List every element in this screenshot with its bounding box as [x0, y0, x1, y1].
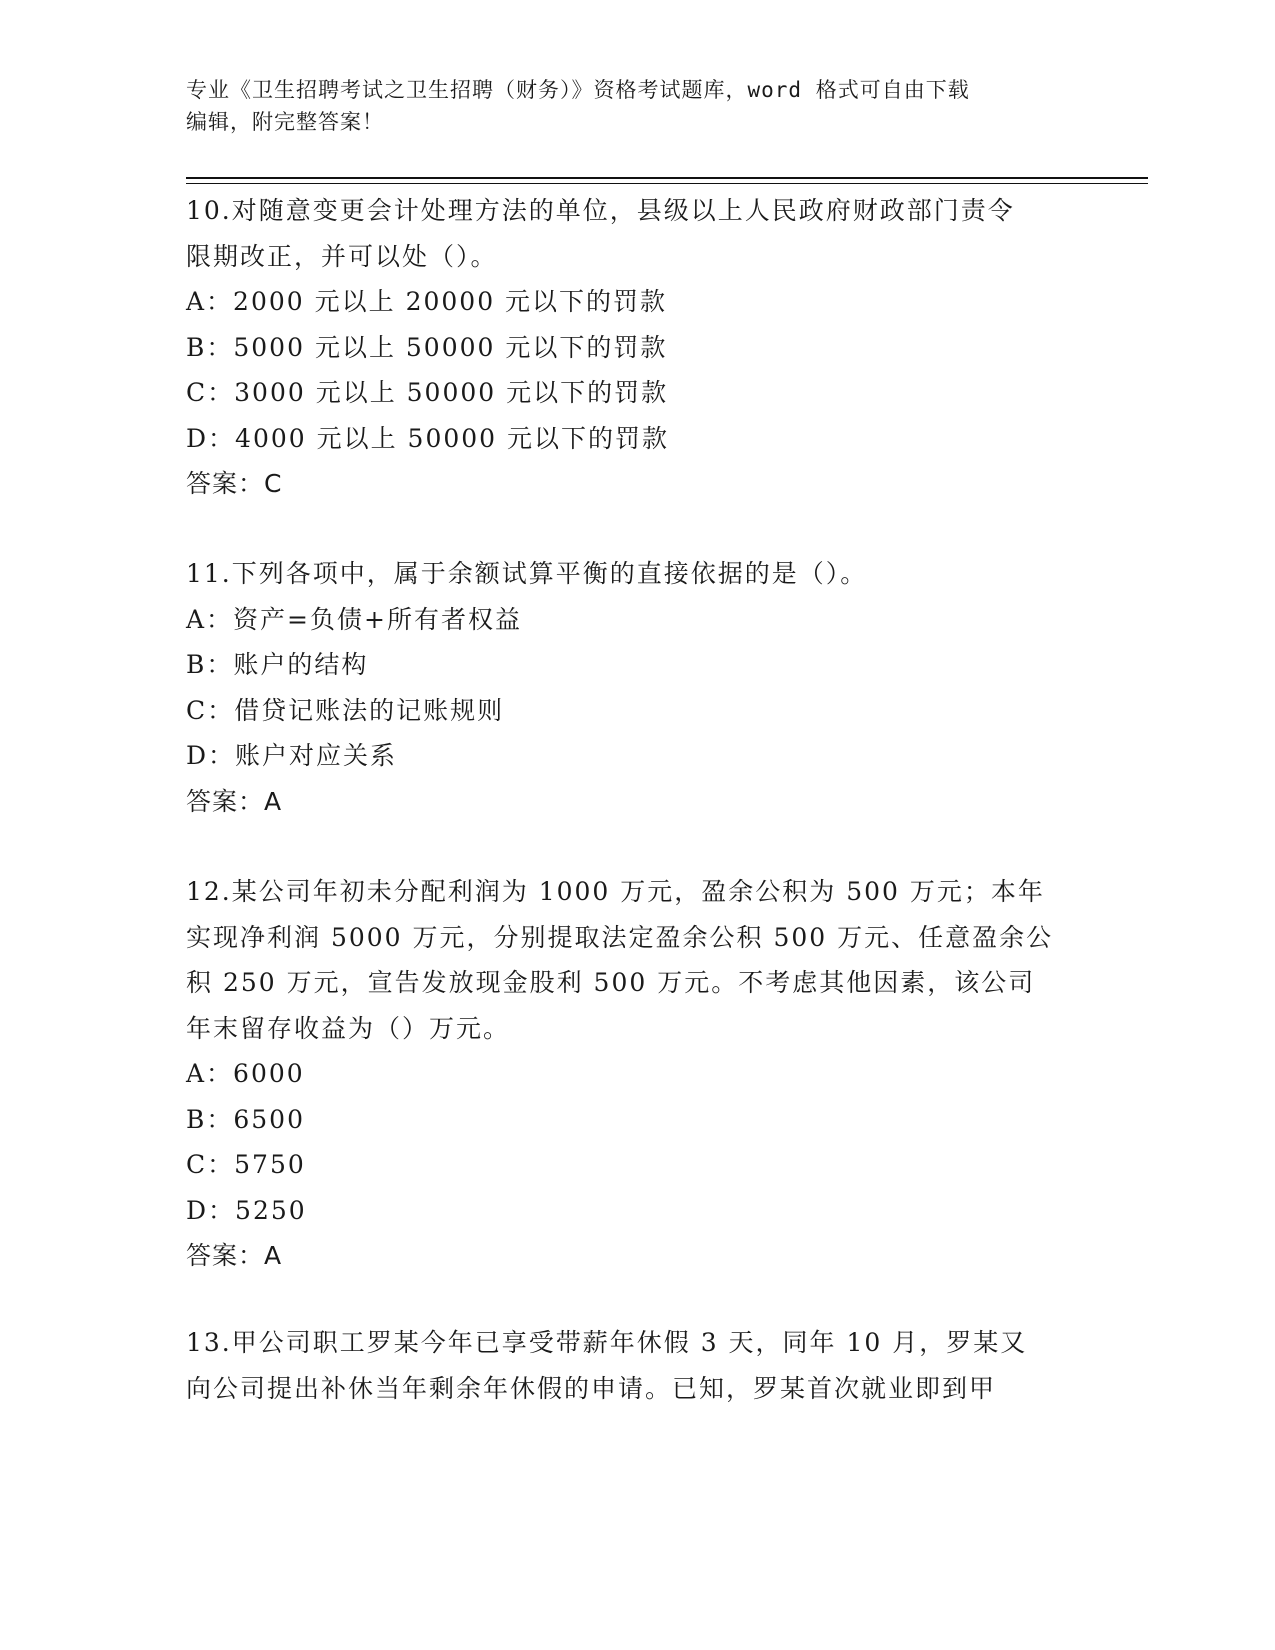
option-b: B：账户的结构	[186, 650, 369, 679]
header-line-2: 编辑，附完整答案！	[186, 110, 384, 134]
question-stem-line: 13.甲公司职工罗某今年已享受带薪年休假 3 天，同年 10 月，罗某又	[186, 1328, 1028, 1357]
option-a: A：2000 元以上 20000 元以下的罚款	[186, 287, 668, 316]
option-b: B：6500	[186, 1104, 305, 1134]
option-d: D：4000 元以上 50000 元以下的罚款	[186, 423, 670, 453]
option-b: B：5000 元以上 50000 元以下的罚款	[186, 332, 668, 362]
question-13	[186, 1320, 1076, 1411]
header-divider-thick	[186, 177, 1148, 179]
option-d: D：账户对应关系	[186, 741, 398, 770]
question-11	[186, 551, 1076, 824]
question-stem-line: 10.对随意变更会计处理方法的单位，县级以上人民政府财政部门责令	[186, 196, 1015, 225]
question-stem-line: 实现净利润 5000 万元，分别提取法定盈余公积 500 万元、任意盈余公	[186, 922, 1054, 952]
question-10	[186, 188, 1076, 507]
option-c: C：5750	[186, 1150, 306, 1179]
document-header	[186, 74, 1066, 138]
answer-line: 答案：A	[186, 786, 283, 816]
option-c: C：借贷记账法的记账规则	[186, 695, 505, 725]
answer-line: 答案：C	[186, 469, 283, 498]
option-a: A：资产=负债+所有者权益	[186, 604, 522, 634]
header-divider-thin	[186, 183, 1148, 184]
question-stem-line: 12.某公司年初未分配利润为 1000 万元，盈余公积为 500 万元；本年	[186, 877, 1045, 906]
question-stem-line: 积 250 万元，宣告发放现金股利 500 万元。不考虑其他因素，该公司	[186, 968, 1036, 997]
question-stem-line: 年末留存收益为（）万元。	[186, 1013, 511, 1043]
option-a: A：6000	[186, 1059, 305, 1088]
header-line-1: 专业《卫生招聘考试之卫生招聘（财务）》资格考试题库，word 格式可自由下载	[186, 78, 970, 102]
question-stem-line: 限期改正，并可以处（）。	[186, 241, 498, 271]
question-stem-line: 向公司提出补休当年剩余年休假的申请。已知，罗某首次就业即到甲	[186, 1373, 997, 1403]
answer-line: 答案：A	[186, 1241, 283, 1270]
question-stem-line: 11.下列各项中，属于余额试算平衡的直接依据的是（）。	[186, 559, 868, 588]
option-c: C：3000 元以上 50000 元以下的罚款	[186, 378, 669, 407]
question-12	[186, 869, 1076, 1279]
option-d: D：5250	[186, 1195, 307, 1225]
